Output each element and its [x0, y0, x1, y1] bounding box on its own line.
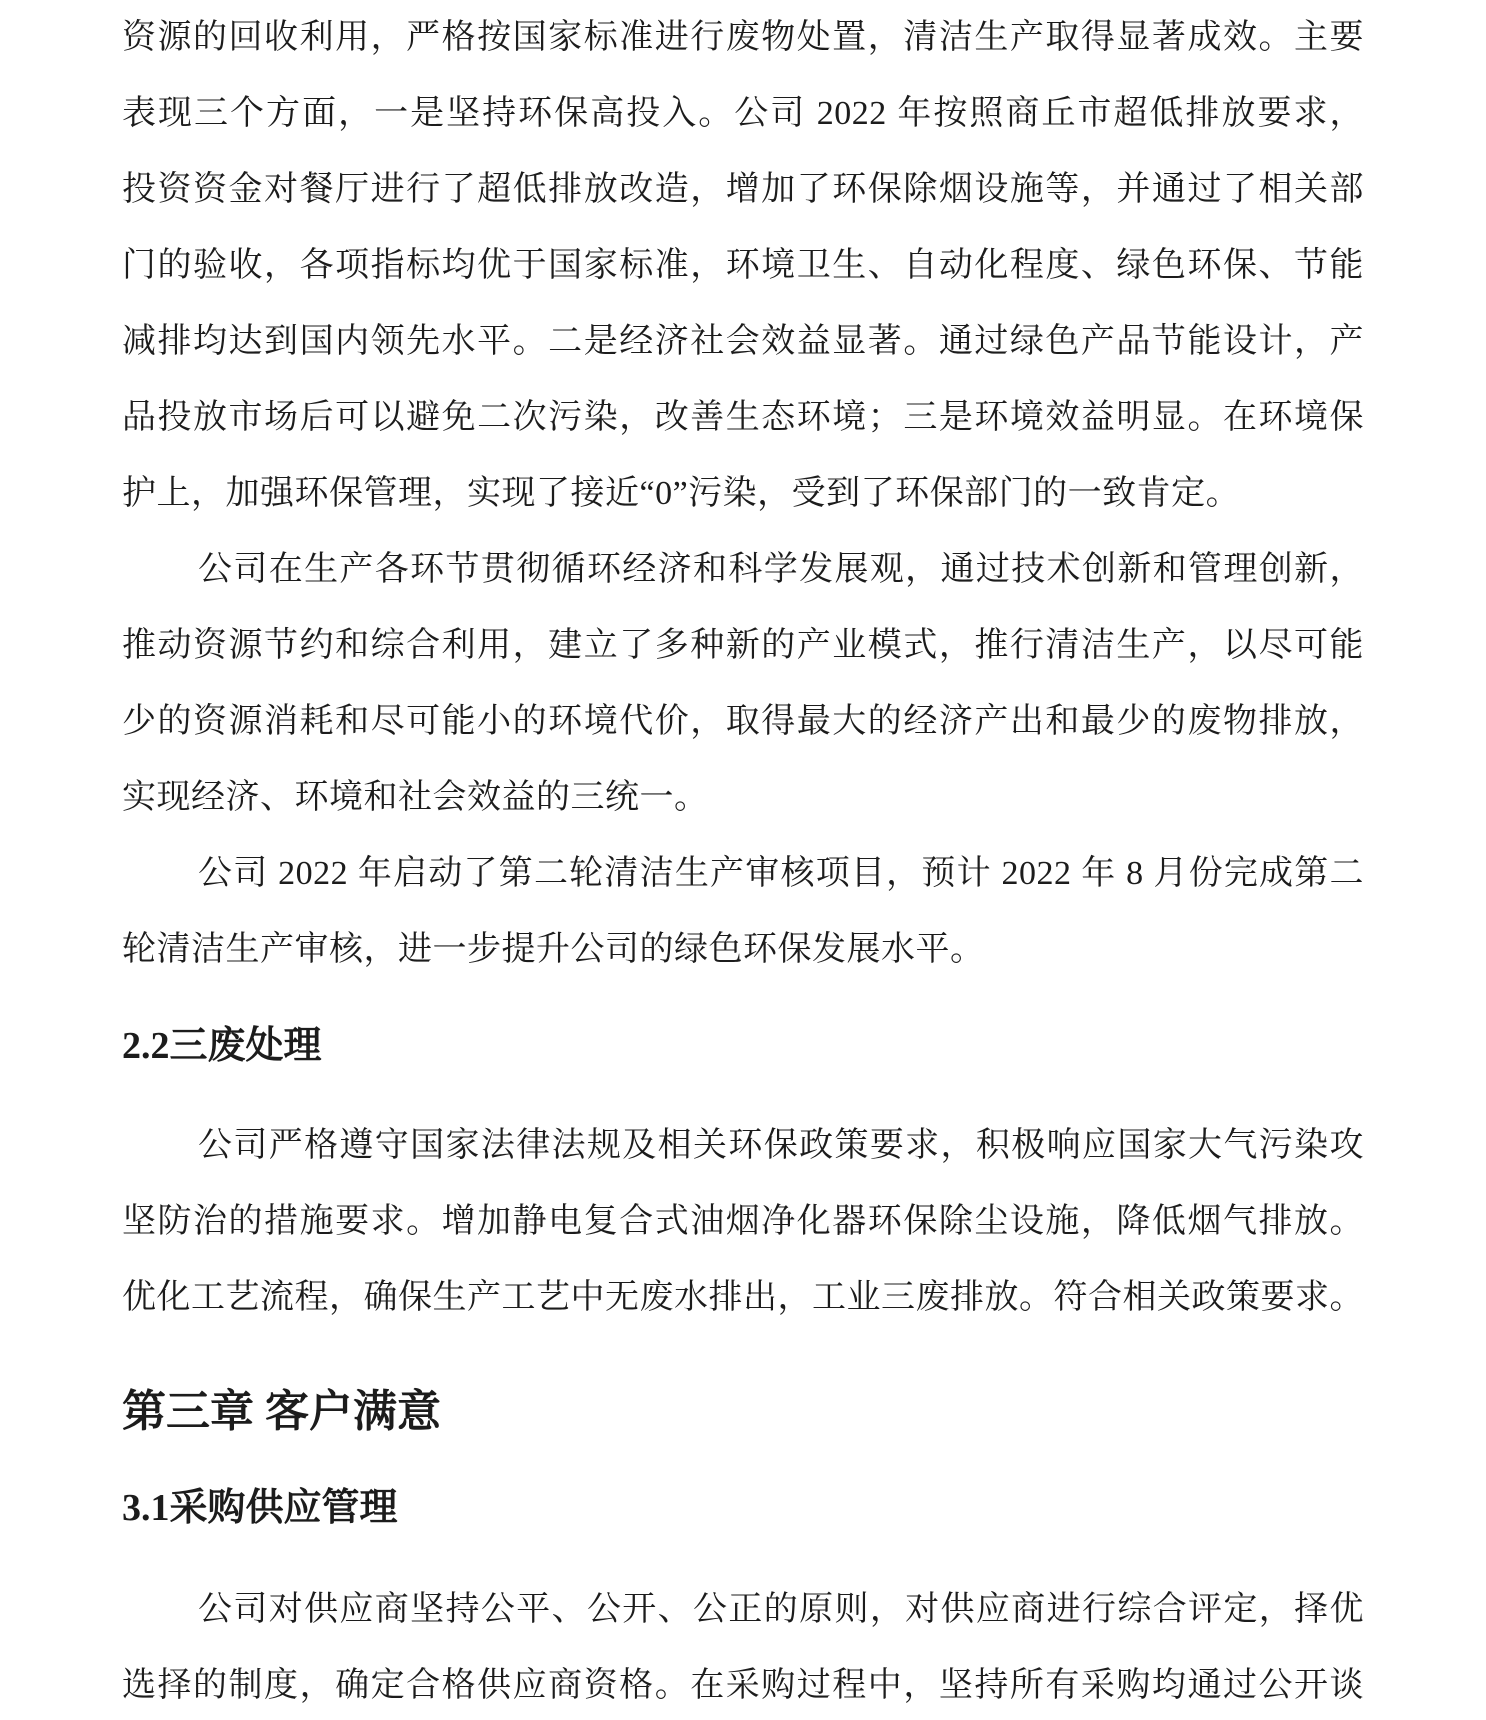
paragraph-three-wastes	[122, 1108, 1364, 1336]
body-line: 品投放市场后可以避免二次污染，改善生态环境；三是环境效益明显。在环境保	[122, 399, 1364, 436]
body-line: 实现经济、环境和社会效益的三统一。	[122, 779, 709, 816]
paragraph-env-achievements	[122, 0, 1364, 532]
body-line: 少的资源消耗和尽可能小的环境代价，取得最大的经济产出和最少的废物排放，	[122, 703, 1364, 740]
paragraph-clean-audit	[122, 836, 1364, 988]
body-line: 门的验收，各项指标均优于国家标准，环境卫生、自动化程度、绿色环保、节能	[122, 247, 1364, 284]
body-line: 减排均达到国内领先水平。二是经济社会效益显著。通过绿色产品节能设计，产	[122, 323, 1364, 360]
body-line: 投资资金对餐厅进行了超低排放改造，增加了环保除烟设施等，并通过了相关部	[122, 171, 1364, 208]
paragraph-circular-economy	[122, 532, 1364, 836]
chapter-heading-3: 第三章 客户满意	[122, 1387, 441, 1436]
section-heading-2-2: 2.2三废处理	[122, 1025, 322, 1067]
section-heading-3-1: 3.1采购供应管理	[122, 1487, 398, 1529]
body-line: 推动资源节约和综合利用，建立了多种新的产业模式，推行清洁生产，以尽可能	[122, 627, 1364, 664]
body-line: 公司对供应商坚持公平、公开、公正的原则，对供应商进行综合评定，择优	[198, 1591, 1364, 1628]
body-line: 公司 2022 年启动了第二轮清洁生产审核项目，预计 2022 年 8 月份完成第二	[198, 855, 1364, 892]
body-line: 优化工艺流程，确保生产工艺中无废水排出，工业三废排放。符合相关政策要求。	[122, 1279, 1364, 1316]
body-line: 公司严格遵守国家法律法规及相关环保政策要求，积极响应国家大气污染攻	[198, 1127, 1364, 1164]
body-line: 护上，加强环保管理，实现了接近“0”污染，受到了环保部门的一致肯定。	[122, 475, 1241, 512]
body-line: 轮清洁生产审核，进一步提升公司的绿色环保发展水平。	[122, 931, 985, 968]
body-line: 选择的制度，确定合格供应商资格。在采购过程中，坚持所有采购均通过公开谈	[122, 1667, 1364, 1704]
paragraph-procurement	[122, 1572, 1364, 1720]
body-line: 表现三个方面，一是坚持环保高投入。公司 2022 年按照商丘市超低排放要求，	[122, 95, 1364, 132]
body-line: 资源的回收利用，严格按国家标准进行废物处置，清洁生产取得显著成效。主要	[122, 19, 1364, 56]
body-line: 坚防治的措施要求。增加静电复合式油烟净化器环保除尘设施，降低烟气排放。	[122, 1203, 1364, 1240]
body-line: 公司在生产各环节贯彻循环经济和科学发展观，通过技术创新和管理创新，	[198, 551, 1364, 588]
page-content	[122, 0, 1364, 1720]
